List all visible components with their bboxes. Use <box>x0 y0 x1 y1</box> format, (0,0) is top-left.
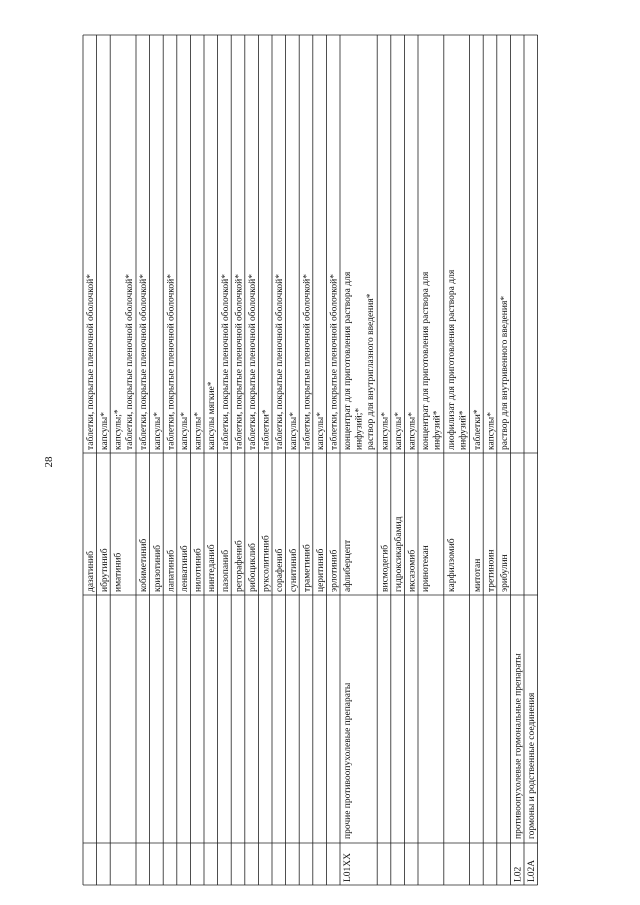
row-dosage-form: капсулы;* <box>113 409 124 450</box>
row-dosage-form: капсулы* <box>152 412 163 450</box>
row-code: L01XX <box>343 852 354 882</box>
row-drug: иринотекан <box>421 545 432 592</box>
row-dosage-form: инфузий* <box>432 410 443 450</box>
row-dosage-form: таблетки, покрытые пленочной оболочкой* <box>124 274 135 450</box>
row-dosage-form: раствор для внутривенного введения* <box>500 295 510 450</box>
row-drug: сунитиниб <box>288 548 299 592</box>
row-drug: нинтеданиб <box>207 544 218 592</box>
row-dosage-form: капсулы* <box>394 412 404 450</box>
row-dosage-form: таблетки, покрытые пленочной оболочкой* <box>139 274 150 450</box>
row-dosage-form: капсулы* <box>180 412 190 450</box>
row-drug: кобиметиниб <box>139 538 150 592</box>
row-dosage-form: концентрат для приготовления раствора для <box>421 271 432 450</box>
row-drug: нилотиниб <box>193 548 204 592</box>
row-drug: третиноин <box>486 549 497 592</box>
row-dosage-form: инфузий;* <box>354 407 365 450</box>
row-drug: лапатиниб <box>166 549 177 592</box>
row-drug: рибоциклиб <box>248 543 258 592</box>
row-drug: сорафениб <box>275 548 286 592</box>
row-drug: кризотиниб <box>152 544 163 592</box>
row-dosage-form: таблетки* <box>261 409 272 450</box>
row-dosage-form: таблетки, покрытые пленочной оболочкой* <box>86 274 97 450</box>
row-dosage-form: таблетки, покрытые пленочной оболочкой* <box>329 274 340 450</box>
row-dosage-form: таблетки, покрытые пленочной оболочкой* <box>302 274 313 450</box>
row-dosage-form: таблетки, покрытые пленочной оболочкой* <box>234 274 245 450</box>
row-drug: регорафениб <box>234 540 245 592</box>
row-dosage-form: таблетки, покрытые пленочной оболочкой* <box>220 274 231 450</box>
row-dosage-form: концентрат для приготовления раствора для <box>343 271 354 450</box>
row-drug: дазатиниб <box>86 550 97 592</box>
row-drug: афлиберцепт <box>343 539 354 592</box>
row-drug: гидроксикарбамид <box>394 516 404 592</box>
row-dosage-form: капсулы* <box>380 412 391 450</box>
row-dosage-form: таблетки, покрытые пленочной оболочкой* <box>166 274 177 450</box>
page-number: 28 <box>43 456 55 468</box>
row-group: прочие противоопухолевые препараты <box>343 682 354 839</box>
row-dosage-form: капсулы* <box>486 412 497 450</box>
row-dosage-form: таблетки* <box>472 409 483 450</box>
row-drug: эрибулин <box>500 554 510 592</box>
row-drug: пазопаниб <box>220 549 231 592</box>
row-drug: висмодегиб <box>380 544 391 592</box>
row-group: противоопухолевые гормональные препараты <box>513 653 524 839</box>
row-drug: иксазомиб <box>407 549 418 592</box>
row-drug: эрлотиниб <box>329 549 340 592</box>
row-dosage-form: лиофилизат для приготовления раствора для <box>447 269 457 450</box>
row-code: L02A <box>527 859 538 882</box>
row-drug: иматиниб <box>113 552 124 592</box>
row-drug: траметиниб <box>302 544 313 592</box>
row-drug: руксолитиниб <box>261 535 272 592</box>
row-dosage-form: капсулы* <box>288 412 299 450</box>
row-drug: ленватиниб <box>180 545 190 592</box>
row-drug: ибрутиниб <box>99 548 110 592</box>
row-dosage-form: таблетки, покрытые пленочной оболочкой* <box>275 274 286 450</box>
row-dosage-form: раствор для внутриглазного введения* <box>366 293 376 450</box>
row-dosage-form: таблетки, покрытые пленочной оболочкой* <box>248 274 258 450</box>
row-code: L02 <box>513 866 524 882</box>
row-dosage-form: капсулы* <box>316 412 326 450</box>
row-drug: церитиниб <box>316 548 326 592</box>
row-dosage-form: капсулы* <box>193 412 204 450</box>
row-dosage-form: капсулы мягкие* <box>207 381 218 450</box>
row-drug: митотан <box>472 558 483 592</box>
row-dosage-form: капсулы* <box>99 412 110 450</box>
row-dosage-form: инфузий* <box>458 410 469 450</box>
row-drug: карфилзомиб <box>447 538 457 592</box>
row-group: гормоны и родственные соединения <box>527 692 538 839</box>
row-dosage-form: капсулы* <box>407 412 418 450</box>
